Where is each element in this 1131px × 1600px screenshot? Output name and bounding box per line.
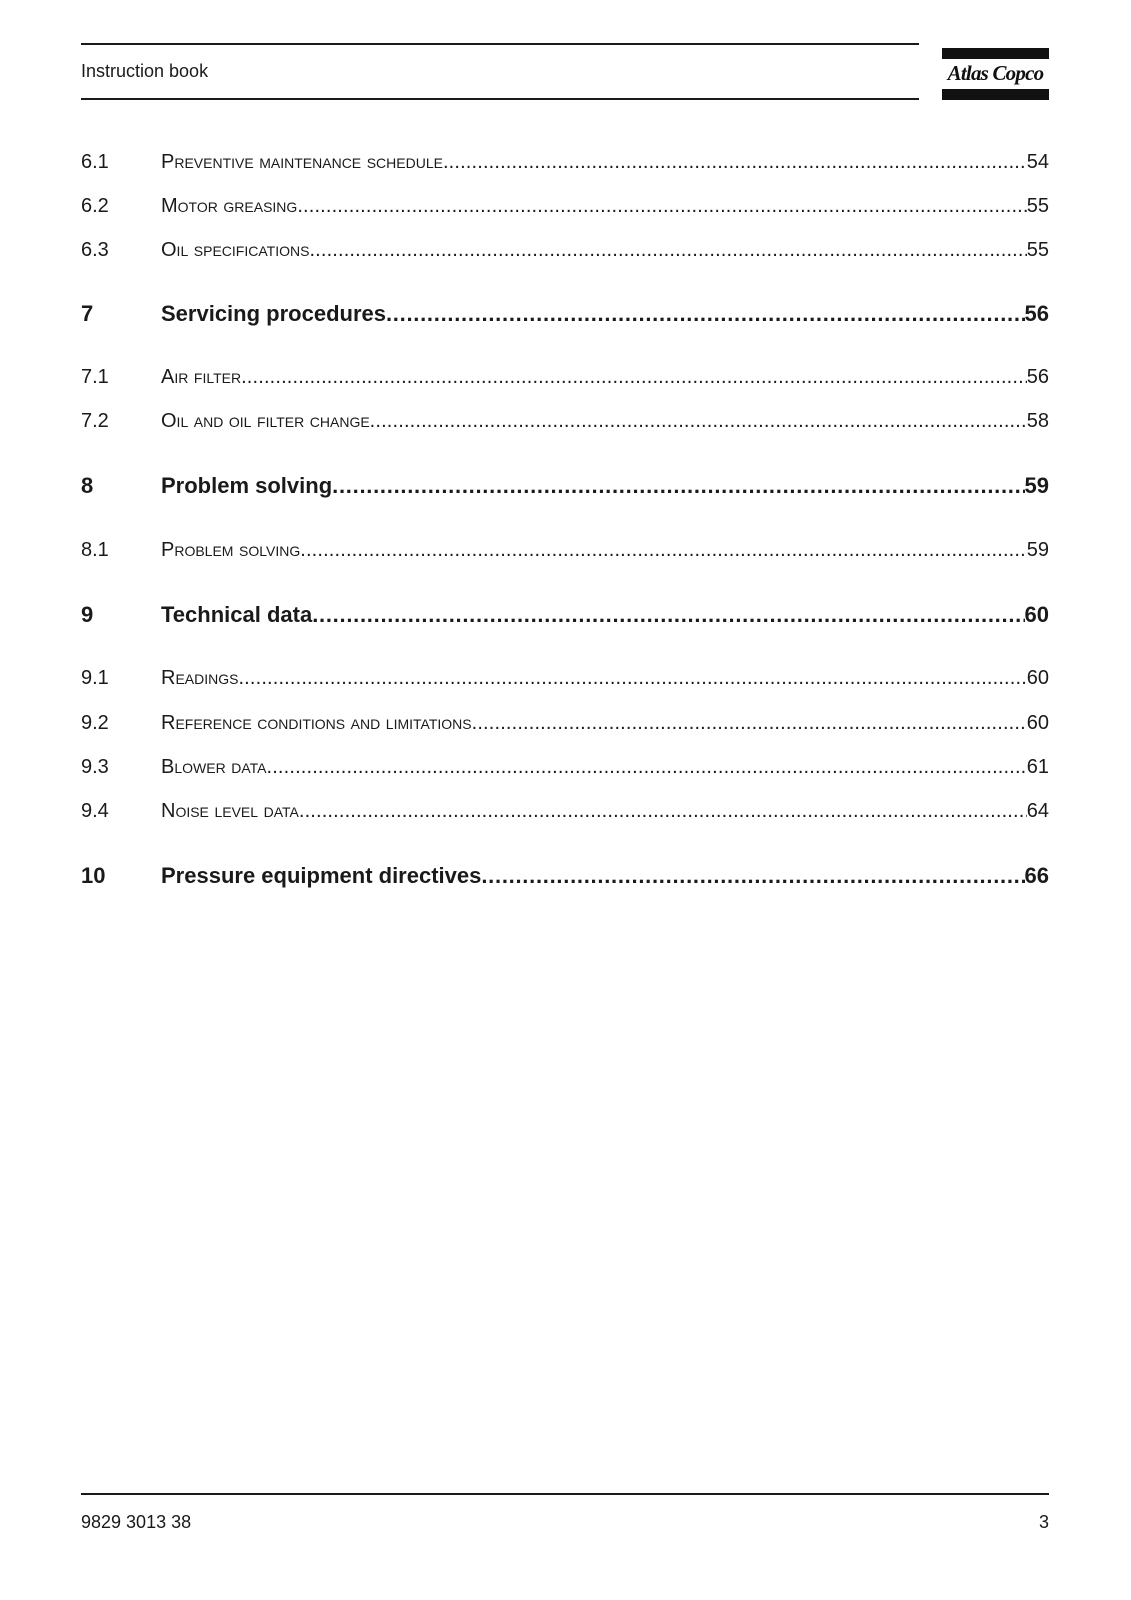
toc-entry-title: Blower data bbox=[161, 756, 267, 778]
toc-entry-title: Reference conditions and limitations bbox=[161, 712, 472, 734]
toc-entry-number: 9 bbox=[81, 602, 94, 627]
toc-entry-number: 8 bbox=[81, 473, 94, 498]
toc-entry-number: 6.2 bbox=[81, 195, 109, 217]
toc-entry-page: 54 bbox=[1026, 151, 1049, 173]
toc-entry-page: 59 bbox=[1024, 473, 1049, 498]
toc-entry-title: Preventive maintenance schedule bbox=[161, 151, 443, 173]
document-number: 9829 3013 38 bbox=[81, 1512, 192, 1532]
header-rule-bottom bbox=[81, 98, 919, 100]
header-rule-top bbox=[81, 43, 919, 45]
toc-entry-6-1[interactable] bbox=[81, 149, 1049, 175]
toc-entry-page: 60 bbox=[1024, 602, 1049, 627]
toc-entry-number: 7.2 bbox=[81, 410, 109, 432]
toc-dot-leader bbox=[238, 665, 1026, 691]
toc-entry-6-3[interactable] bbox=[81, 237, 1049, 263]
toc-dot-leader bbox=[309, 237, 1026, 263]
toc-entry-8-1[interactable] bbox=[81, 537, 1049, 563]
toc-entry-6-2[interactable] bbox=[81, 193, 1049, 219]
toc-entry-page: 59 bbox=[1026, 539, 1049, 561]
toc-dot-leader bbox=[386, 300, 1025, 328]
toc-entry-page: 55 bbox=[1026, 195, 1049, 217]
toc-entry-8[interactable] bbox=[81, 472, 1049, 500]
toc-dot-leader bbox=[300, 537, 1027, 563]
logo-bar-bottom bbox=[942, 89, 1049, 100]
toc-dot-leader bbox=[297, 193, 1026, 219]
toc-entry-number: 10 bbox=[81, 863, 106, 888]
page-number: 3 bbox=[1038, 1512, 1049, 1532]
toc-entry-page: 58 bbox=[1026, 410, 1049, 432]
toc-entry-number: 6.3 bbox=[81, 239, 109, 261]
toc-entry-9[interactable] bbox=[81, 601, 1049, 629]
toc-dot-leader bbox=[299, 798, 1027, 824]
toc-entry-9-1[interactable] bbox=[81, 665, 1049, 691]
toc-dot-leader bbox=[472, 710, 1027, 736]
toc-entry-title: Motor greasing bbox=[161, 195, 298, 217]
toc-entry-number: 6.1 bbox=[81, 151, 109, 173]
toc-entry-title: Oil and oil filter change bbox=[161, 410, 370, 432]
toc-entry-title: Noise level data bbox=[161, 800, 299, 822]
toc-entry-9-2[interactable] bbox=[81, 710, 1049, 736]
toc-entry-number: 9.1 bbox=[81, 667, 109, 689]
toc-dot-leader bbox=[267, 754, 1027, 780]
footer-rule bbox=[81, 1493, 1049, 1495]
toc-entry-title: Pressure equipment directives bbox=[161, 863, 482, 888]
toc-entry-page: 60 bbox=[1026, 712, 1049, 734]
toc-entry-title: Technical data bbox=[161, 602, 313, 627]
toc-dot-leader bbox=[443, 149, 1027, 175]
atlas-copco-logo bbox=[942, 48, 1049, 100]
toc-dot-leader bbox=[481, 862, 1024, 890]
toc-entry-number: 7 bbox=[81, 301, 94, 326]
toc-entry-title: Problem solving bbox=[161, 539, 301, 561]
document-title: Instruction book bbox=[81, 61, 209, 81]
toc-entry-7[interactable] bbox=[81, 300, 1049, 328]
toc-entry-number: 9.3 bbox=[81, 756, 109, 778]
toc-entry-title: Problem solving bbox=[161, 473, 333, 498]
toc-entry-page: 55 bbox=[1026, 239, 1049, 261]
toc-entry-page: 56 bbox=[1024, 301, 1049, 326]
toc-entry-title: Oil specifications bbox=[161, 239, 310, 261]
toc-dot-leader bbox=[332, 472, 1024, 500]
toc-entry-7-1[interactable] bbox=[81, 364, 1049, 390]
toc-entry-page: 56 bbox=[1026, 366, 1049, 388]
toc-entry-number: 7.1 bbox=[81, 366, 109, 388]
toc-entry-page: 64 bbox=[1026, 800, 1049, 822]
toc-entry-title: Readings bbox=[161, 667, 239, 689]
toc-entry-9-3[interactable] bbox=[81, 754, 1049, 780]
logo-wordmark: Atlas Copco bbox=[947, 61, 1044, 85]
toc-entry-10[interactable] bbox=[81, 862, 1049, 890]
toc-entry-title: Air filter bbox=[161, 366, 242, 388]
toc-dot-leader bbox=[241, 364, 1027, 390]
toc-entry-number: 9.4 bbox=[81, 800, 109, 822]
logo-bar-top bbox=[942, 48, 1049, 59]
toc-entry-title: Servicing procedures bbox=[161, 301, 386, 326]
toc-dot-leader bbox=[312, 601, 1024, 629]
toc-entry-number: 8.1 bbox=[81, 539, 109, 561]
toc-dot-leader bbox=[370, 408, 1027, 434]
toc-entry-9-4[interactable] bbox=[81, 798, 1049, 824]
toc-entry-number: 9.2 bbox=[81, 712, 109, 734]
toc-entry-page: 66 bbox=[1024, 863, 1049, 888]
toc-entry-page: 61 bbox=[1026, 756, 1049, 778]
toc-entry-page: 60 bbox=[1026, 667, 1049, 689]
toc-entry-7-2[interactable] bbox=[81, 408, 1049, 434]
